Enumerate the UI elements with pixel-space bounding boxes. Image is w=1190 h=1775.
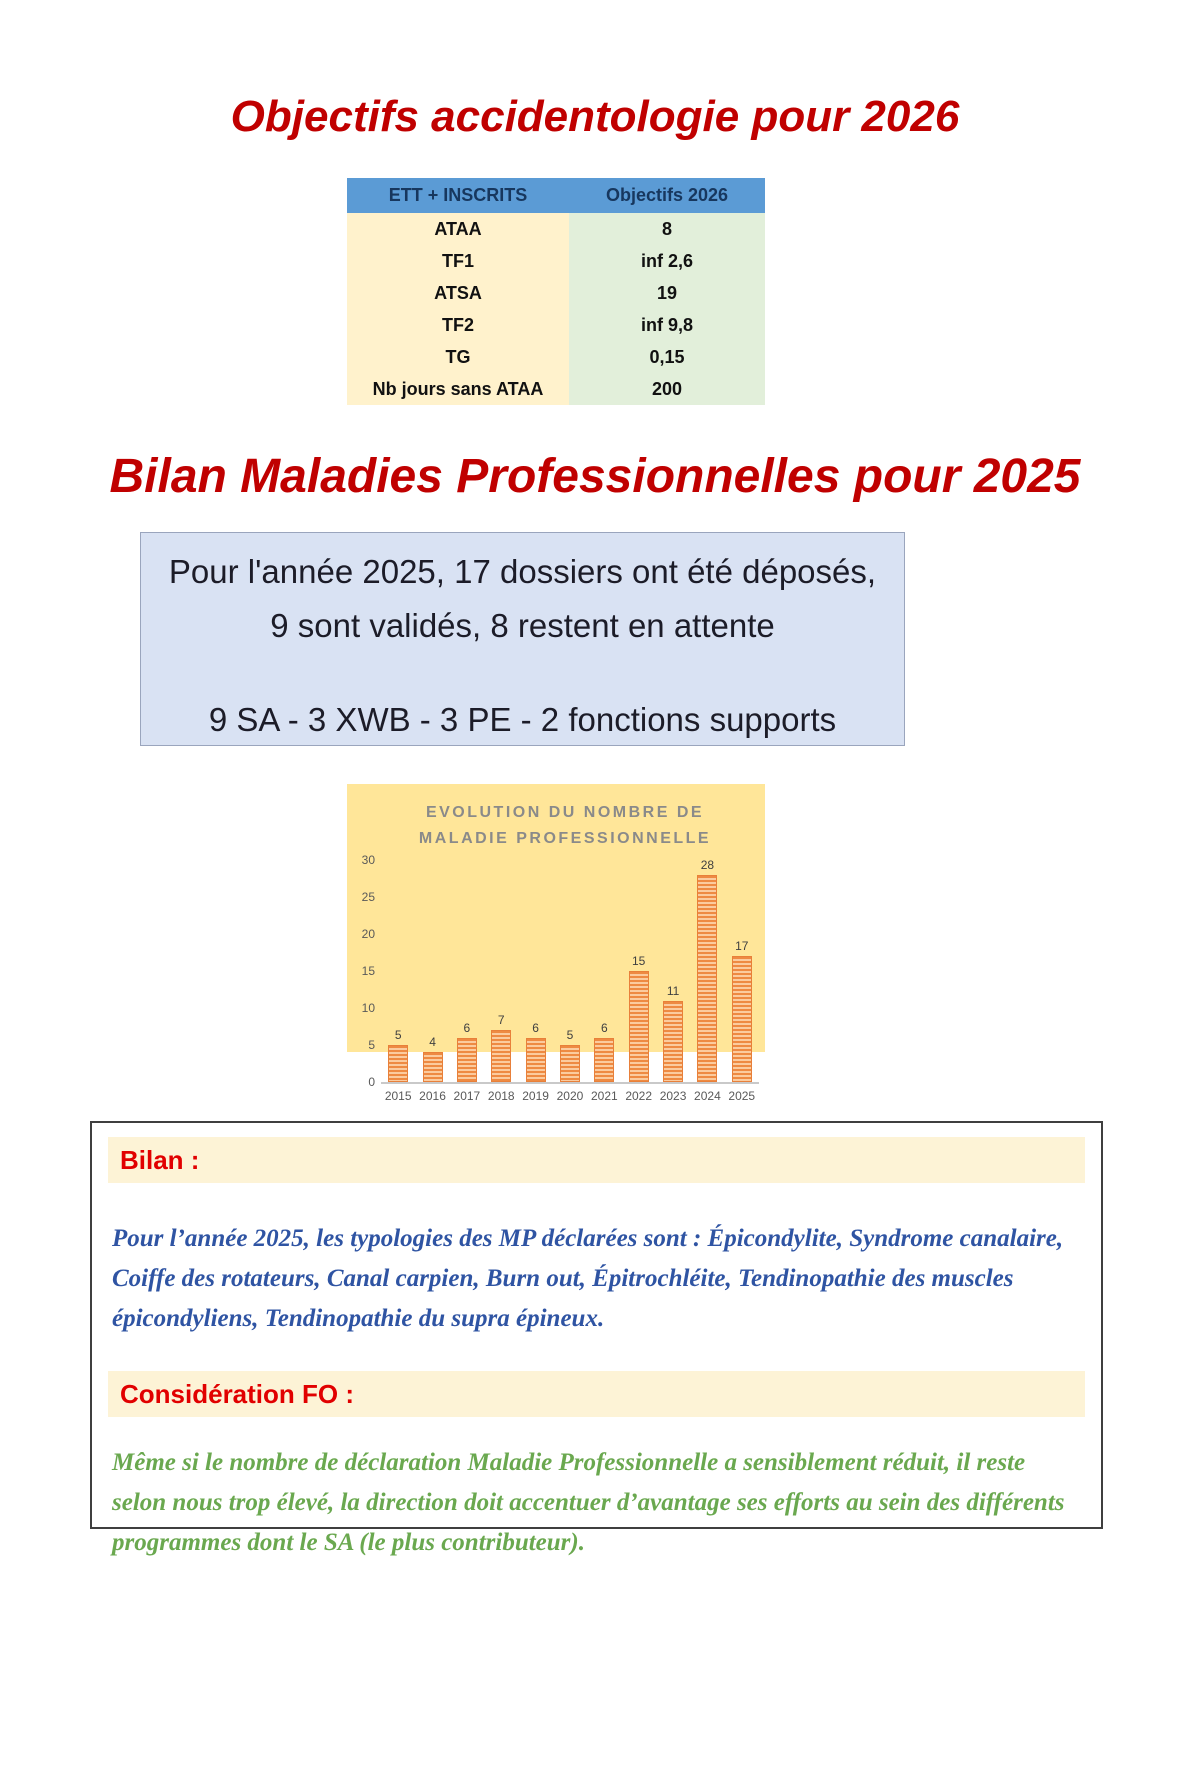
bilan-paragraph: Pour l’année 2025, les typologies des MP déclarées sont : Épicondylite, Syndrome canalaire, Coiffe des rotateurs, Canal carpien, Burn out, Épitrochléite, Tendinopathie des muscles épicondyliens, Tendinopathie du supra épineux. (112, 1225, 1064, 1332)
chart-bar (457, 1038, 477, 1082)
chart-x-tick-label: 2021 (590, 1089, 618, 1103)
chart-bar-value-label: 5 (566, 1028, 574, 1042)
chart-bar-group (484, 1013, 518, 1082)
consideration-paragraph: Même si le nombre de déclaration Maladie Professionnelle a sensiblement réduit, il reste selon nous trop élevé, la direction doit accentuer d’avantage ses efforts au sein des différents programmes dont le SA (le plus contributeur). (112, 1449, 1065, 1556)
objectives-table-header-objectifs-2026: Objectifs 2026 (569, 178, 765, 213)
chart-x-tick-label: 2024 (694, 1089, 721, 1103)
chart-bar-value-label: 4 (429, 1035, 436, 1050)
chart-x-tick-label: 2022 (625, 1089, 653, 1103)
table-row (347, 373, 765, 405)
chart-y-tick: 25 (361, 890, 375, 904)
chart-x-tick-label: 2016 (419, 1089, 446, 1103)
table-cell-value: 8 (569, 213, 765, 245)
summary-box (140, 532, 905, 746)
chart-bar-group (622, 954, 656, 1082)
chart-bar-group (450, 1021, 484, 1082)
chart-bar-group (553, 1028, 587, 1082)
objectives-table (347, 178, 765, 405)
table-cell-value: 0,15 (569, 341, 765, 373)
chart-bar-value-label: 5 (394, 1028, 402, 1042)
chart-bar-group (690, 858, 724, 1082)
chart-bar (732, 956, 752, 1082)
bilan-banner (108, 1137, 1085, 1183)
chart-y-tick: 30 (361, 853, 375, 867)
table-cell-value: 200 (569, 373, 765, 405)
chart-bar (663, 1001, 683, 1082)
chart-bar-value-label: 7 (497, 1013, 505, 1028)
chart-bar (526, 1038, 546, 1082)
consideration-label: Considération FO : (120, 1378, 354, 1409)
chart-x-tick-label: 2023 (659, 1089, 687, 1103)
chart-bar-value-label: 6 (600, 1020, 608, 1035)
chart-x-tick-label: 2020 (556, 1089, 584, 1103)
table-row (347, 245, 765, 277)
chart-x-tick-label: 2015 (384, 1089, 412, 1103)
table-cell-value: 19 (569, 277, 765, 309)
mp-evolution-chart (347, 784, 765, 1103)
chart-x-tick-label: 2017 (453, 1089, 481, 1103)
chart-bar (388, 1045, 408, 1082)
chart-bar-group (381, 1028, 415, 1082)
chart-y-tick: 5 (368, 1038, 375, 1052)
table-cell-indicator: ATSA (347, 277, 569, 309)
table-row (347, 341, 765, 373)
chart-bar-group (656, 984, 690, 1082)
chart-y-tick: 10 (361, 1001, 375, 1015)
page-title-accidentologie: Objectifs accidentologie pour 2026 (230, 92, 960, 141)
chart-bar (423, 1052, 443, 1082)
chart-bar (491, 1030, 511, 1082)
chart-bar (629, 971, 649, 1082)
table-cell-indicator: TF2 (347, 309, 569, 341)
chart-title (365, 800, 765, 852)
chart-x-tick-label: 2025 (728, 1089, 756, 1103)
report-box (90, 1121, 1103, 1556)
chart-x-tick-label: 2019 (522, 1089, 549, 1103)
table-cell-indicator: Nb jours sans ATAA (347, 373, 569, 405)
chart-title-line-1: EVOLUTION DU NOMBRE DE (425, 804, 705, 821)
chart-y-tick: 20 (361, 927, 375, 941)
summary-line-2: 9 sont validés, 8 restent en attente (270, 607, 775, 644)
page-title-bilan-mp: Bilan Maladies Professionnelles pour 2025 (109, 450, 1081, 503)
table-cell-indicator: TF1 (347, 245, 569, 277)
chart-title-line-2: MALADIE PROFESSIONNELLE (418, 830, 712, 847)
table-cell-value: inf 2,6 (569, 245, 765, 277)
chart-y-tick: 15 (361, 964, 375, 978)
summary-line-3: 9 SA - 3 XWB - 3 PE - 2 fonctions supports (208, 701, 837, 738)
objectives-table-header-ett-inscrits: ETT + INSCRITS (347, 178, 569, 213)
table-cell-indicator: TG (347, 341, 569, 373)
chart-bar (594, 1038, 614, 1082)
chart-bar-value-label: 17 (735, 939, 749, 954)
chart-bar-group (587, 1021, 621, 1082)
chart-bar-group (519, 1021, 553, 1082)
chart-bar-value-label: 6 (532, 1020, 539, 1035)
table-row (347, 277, 765, 309)
table-row (347, 213, 765, 245)
chart-plot (361, 853, 759, 1089)
chart-bar-value-label: 28 (700, 857, 715, 872)
chart-x-tick-label: 2018 (487, 1089, 515, 1103)
objectives-table-header-row (347, 178, 765, 213)
table-cell-indicator: ATAA (347, 213, 569, 245)
chart-bar-value-label: 11 (666, 983, 680, 998)
consideration-banner (108, 1371, 1085, 1417)
chart-bar (697, 875, 717, 1082)
summary-line-1: Pour l'année 2025, 17 dossiers ont été déposés, (168, 553, 877, 590)
table-row (347, 309, 765, 341)
chart-bar-value-label: 15 (632, 954, 646, 968)
bilan-label: Bilan : (120, 1144, 200, 1175)
chart-x-axis-labels (381, 1089, 759, 1103)
chart-y-tick: 0 (368, 1075, 375, 1089)
chart-bar (560, 1045, 580, 1082)
chart-bar-value-label: 6 (463, 1020, 471, 1035)
table-cell-value: inf 9,8 (569, 309, 765, 341)
chart-bar-group (725, 939, 759, 1082)
chart-bar-group (416, 1035, 450, 1082)
